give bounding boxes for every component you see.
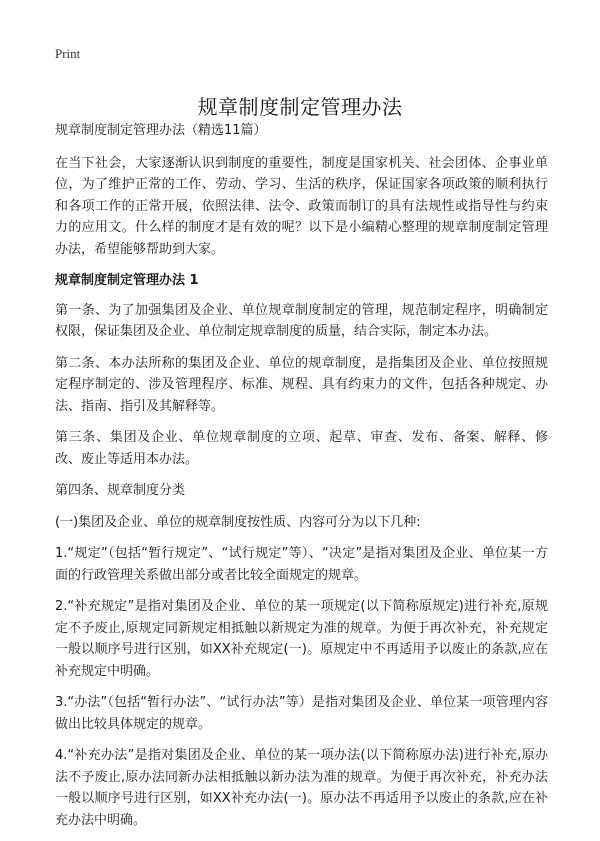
- item-4: 4.“补充办法”是指对集团及企业、单位的某一项办法(以下简称原办法)进行补充,原办法不予废止,原办法同新办法相抵触以新办法为准的规章。为便于再次补充，补充办法一般以顺序号进行区别，如XX补充办法(一)。原办法不再适用予以废止的条款,应在补充办法中明确。: [55, 748, 548, 828]
- article-3: 第三条、集团及企业、单位规章制度的立项、起草、审查、发布、备案、解释、修改、废止等适用本办法。: [55, 430, 548, 467]
- document-subtitle: 规章制度制定管理办法（精选11篇）: [55, 123, 267, 138]
- article-2: 第二条、本办法所称的集团及企业、单位的规章制度，是指集团及企业、单位按照规定程序制定的、涉及管理程序、标准、规程、具有约束力的文件，包括各种规定、办法、指南、指引及其解释等。: [55, 355, 548, 414]
- page-title: 规章制度制定管理办法: [197, 95, 403, 120]
- intro-paragraph: 在当下社会，大家逐渐认识到制度的重要性，制度是国家机关、社会团体、企事业单位，为了维护正常的工作、劳动、学习、生活的秩序，保证国家各项政策的顺利执行和各项工作的正常开展，依照法律、法令、政策而制订的具有法规性或指导性与约束力的应用文。什么样的制度才是有效的呢？以下是小编精心整理的规章制度制定管理办法，希望能够帮助到大家。: [55, 155, 548, 257]
- print-link[interactable]: Print: [55, 46, 81, 61]
- article-4: 第四条、规章制度分类: [55, 483, 186, 498]
- document-body: [55, 120, 548, 841]
- item-2: 2.“补充规定”是指对集团及企业、单位的某一项规定(以下简称原规定)进行补充,原规定不予废止,原规定同新规定相抵触以新规定为准的规章。为便于再次补充，补充规定一般以顺序号进行区别，如XX补充规定(一)。原规定中不再适用予以废止的条款,应在补充规定中明确。: [55, 599, 548, 679]
- article-1: 第一条、为了加强集团及企业、单位规章制度制定的管理，规范制定程序，明确制定权限，保证集团及企业、单位制定规章制度的质量，结合实际，制定本办法。: [55, 302, 548, 339]
- item-1: 1.“规定”（包括“暂行规定”、“试行规定”等）、“决定”是指对集团及企业、单位某一方面的行政管理关系做出部分或者比较全面规定的规章。: [55, 546, 548, 583]
- item-3: 3.“办法”（包括“暂行办法”、“试行办法”等）是指对集团及企业、单位某一项管理内容做出比较具体规定的规章。: [55, 695, 548, 732]
- category-intro: (一)集团及企业、单位的规章制度按性质、内容可分为以下几种:: [55, 514, 421, 530]
- section-heading: 规章制度制定管理办法 1: [55, 273, 199, 288]
